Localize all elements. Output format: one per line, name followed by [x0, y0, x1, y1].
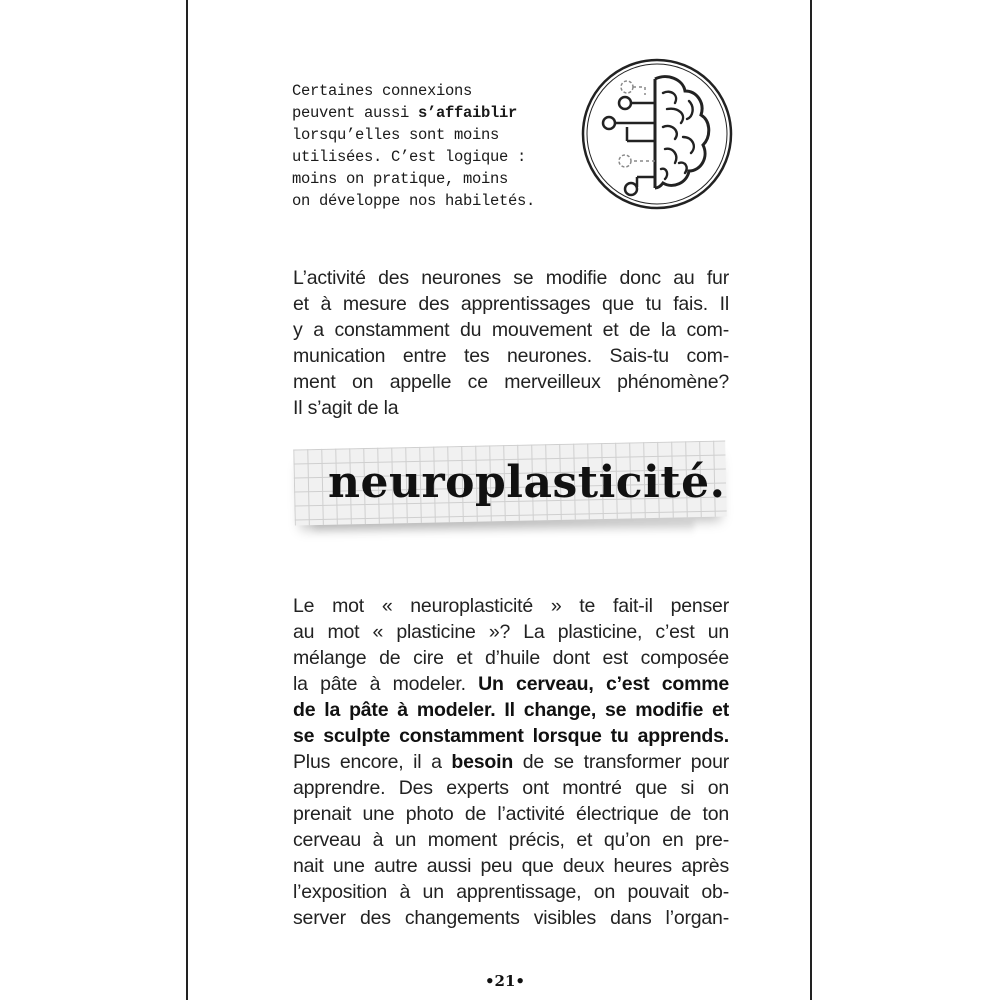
bold-phrase: de la pâte à modeler. Il change, se modifie et: [293, 699, 729, 721]
sidebar-line: utilisées. C’est logique :: [292, 148, 527, 166]
page-number: •21•: [484, 972, 526, 990]
paragraph-line: et à mesure des apprentissages que tu fais. Il: [293, 293, 729, 315]
sidebar-bold-word: s’affaiblir: [418, 104, 518, 122]
paragraph-line: munication entre tes neurones. Sais-tu com-: [293, 345, 729, 367]
paragraph-line: Plus encore, il a besoin de se transformer pour: [293, 751, 730, 773]
bold-phrase: Un cerveau, c’est comme: [478, 673, 730, 695]
sidebar-line: peuvent aussi s’affaiblir: [292, 104, 518, 122]
bold-word: besoin: [451, 751, 514, 773]
paragraph-line: L’activité des neurones se modifie donc au fur: [293, 267, 729, 289]
paragraph-line: Le mot « neuroplasticité » te fait-il penser: [293, 595, 729, 617]
paragraph-line: au mot « plasticine »? La plasticine, c’est un: [293, 621, 729, 643]
paragraph-line: apprendre. Des experts ont montré que si on: [293, 777, 729, 799]
paragraph-line: [293, 723, 729, 749]
paragraph-line: Il s’agit de la: [293, 397, 399, 419]
sidebar-line: moins on pratique, moins: [292, 170, 509, 188]
sidebar-line: lorsqu’elles sont moins: [292, 126, 500, 144]
paragraph-main: [293, 593, 729, 931]
paragraph-intro: [293, 265, 729, 421]
paragraph-line: y a constamment du mouvement et de la com-: [293, 319, 729, 341]
bold-phrase: se sculpte constamment lorsque tu apprends.: [293, 725, 729, 747]
sidebar-note: [292, 80, 562, 212]
paragraph-line: server des changements visibles dans l’organ-: [293, 907, 729, 929]
sidebar-line: on développe nos habiletés.: [292, 192, 536, 210]
paragraph-line: prenait une photo de l’activité électrique de ton: [293, 803, 729, 825]
paragraph-line: mélange de cire et d’huile dont est composée: [293, 647, 729, 669]
paragraph-line: [293, 697, 729, 723]
paragraph-line: ment on appelle ce merveilleux phénomène?: [293, 371, 729, 393]
paragraph-line: cerveau à un moment précis, et qu’on en pre-: [293, 829, 729, 851]
sidebar-line: Certaines connexions: [292, 82, 473, 100]
highlight-word: neuroplasticité.: [328, 457, 726, 508]
paragraph-line: la pâte à modeler. Un cerveau, c’est comme: [293, 673, 730, 695]
highlight-label: [294, 443, 726, 539]
paragraph-line: nait une autre aussi peu que deux heures après: [293, 855, 729, 877]
paragraph-line: l’exposition à un apprentissage, on pouvait ob-: [293, 881, 729, 903]
brain-circuit-icon: [571, 57, 743, 211]
